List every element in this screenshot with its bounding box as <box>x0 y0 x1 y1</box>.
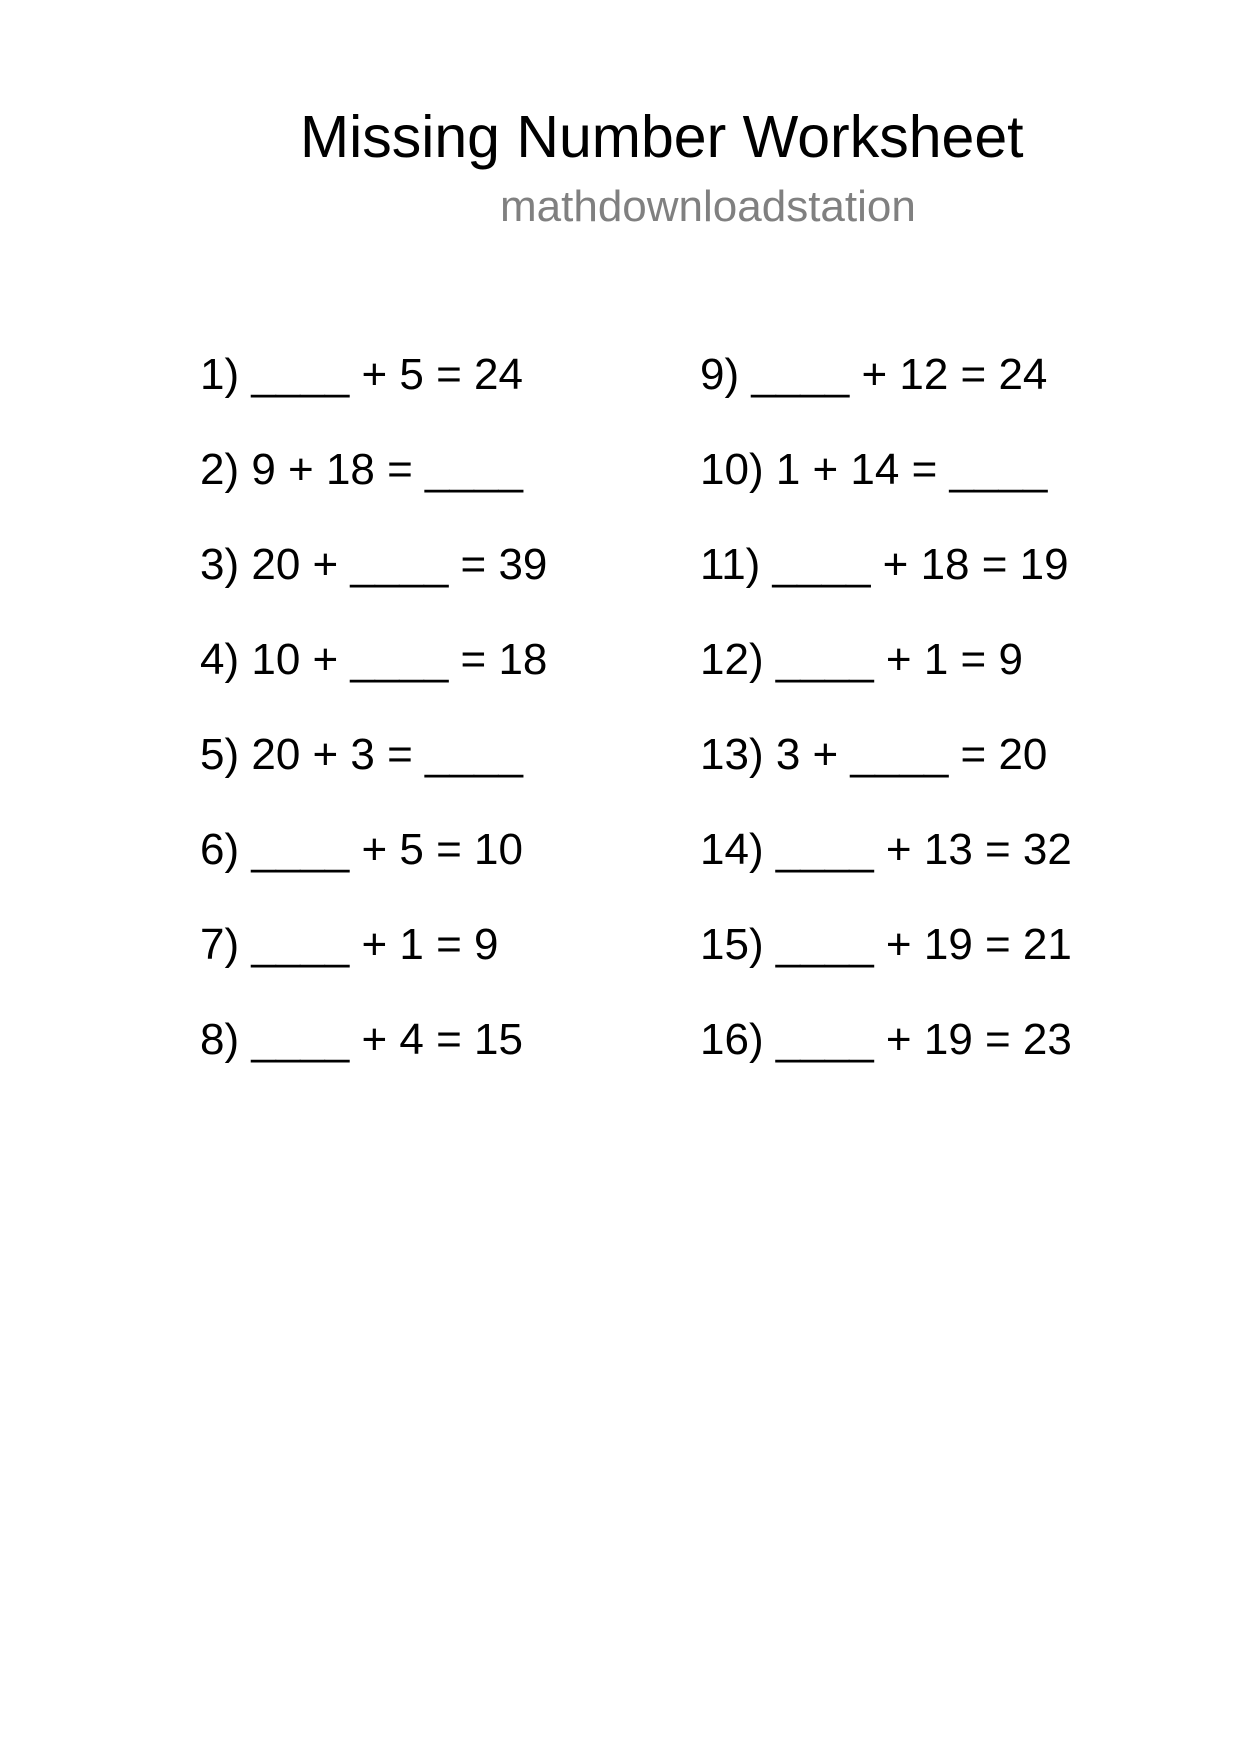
problem-2: 2) 9 + 18 = ____ <box>200 445 523 494</box>
problem-1: 1) ____ + 5 = 24 <box>200 350 523 399</box>
problem-12: 12) ____ + 1 = 9 <box>700 635 1023 684</box>
problem-7: 7) ____ + 1 = 9 <box>200 920 499 969</box>
worksheet-title: Missing Number Worksheet <box>300 104 1024 170</box>
problem-11: 11) ____ + 18 = 19 <box>700 540 1069 589</box>
problem-14: 14) ____ + 13 = 32 <box>700 825 1072 874</box>
problem-4: 4) 10 + ____ = 18 <box>200 635 548 684</box>
problem-16: 16) ____ + 19 = 23 <box>700 1015 1072 1064</box>
problem-3: 3) 20 + ____ = 39 <box>200 540 548 589</box>
problem-13: 13) 3 + ____ = 20 <box>700 730 1048 779</box>
worksheet-source: mathdownloadstation <box>500 182 916 231</box>
problem-9: 9) ____ + 12 = 24 <box>700 350 1048 399</box>
problem-5: 5) 20 + 3 = ____ <box>200 730 523 779</box>
problem-8: 8) ____ + 4 = 15 <box>200 1015 523 1064</box>
problem-15: 15) ____ + 19 = 21 <box>700 920 1072 969</box>
problem-6: 6) ____ + 5 = 10 <box>200 825 523 874</box>
problem-10: 10) 1 + 14 = ____ <box>700 445 1048 494</box>
